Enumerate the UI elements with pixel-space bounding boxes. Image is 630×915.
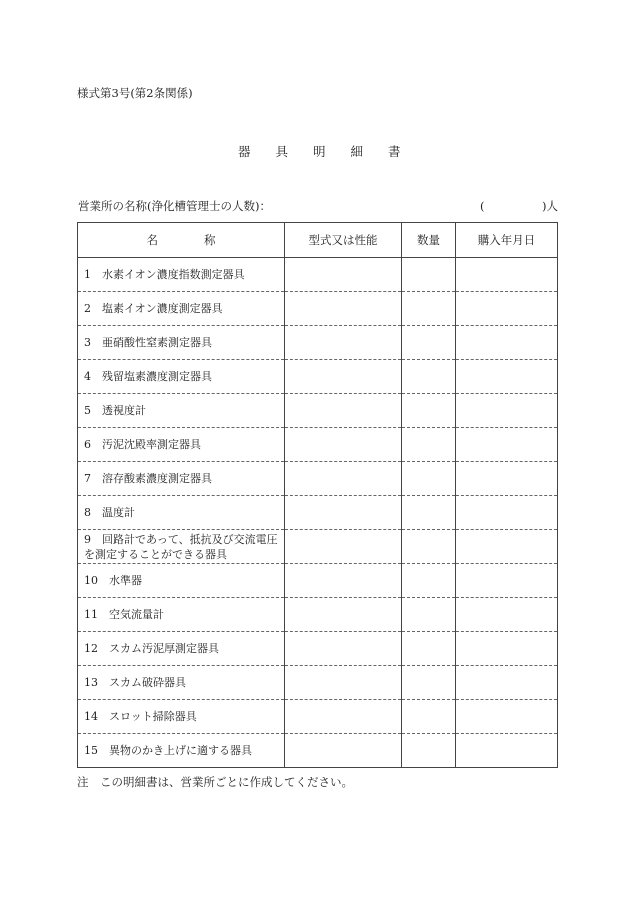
purchase-date-cell (456, 360, 558, 394)
model-cell (285, 598, 402, 632)
table-row (78, 734, 558, 768)
footnote: 注 この明細書は、営業所ごとに作成してください。 (77, 775, 353, 789)
equipment-name: 13 スカム破砕器具 (78, 666, 285, 700)
quantity-cell (402, 700, 456, 734)
equipment-name: 4 残留塩素濃度測定器具 (78, 360, 285, 394)
model-cell (285, 666, 402, 700)
quantity-cell (402, 734, 456, 768)
quantity-cell (402, 666, 456, 700)
table-row (78, 632, 558, 666)
equipment-name: 10 水準器 (78, 564, 285, 598)
office-name-label: 営業所の名称(浄化槽管理士の人数)： (78, 199, 271, 213)
model-cell (285, 734, 402, 768)
purchase-date-cell (456, 700, 558, 734)
quantity-cell (402, 632, 456, 666)
table-row (78, 360, 558, 394)
model-cell (285, 292, 402, 326)
equipment-name: 3 亜硝酸性窒素測定器具 (78, 326, 285, 360)
equipment-table (77, 222, 558, 768)
table-row (78, 258, 558, 292)
purchase-date-cell (456, 530, 558, 564)
equipment-name: 6 汚泥沈殿率測定器具 (78, 428, 285, 462)
purchase-date-cell (456, 428, 558, 462)
table-row (78, 564, 558, 598)
purchase-date-cell (456, 564, 558, 598)
equipment-name: 9 回路計であって、抵抗及び交流電圧を測定することができる器具 (78, 530, 285, 564)
quantity-cell (402, 258, 456, 292)
equipment-name: 7 溶存酸素濃度測定器具 (78, 462, 285, 496)
quantity-cell (402, 564, 456, 598)
table-header-row (78, 223, 558, 258)
purchase-date-cell (456, 598, 558, 632)
quantity-cell (402, 428, 456, 462)
purchase-date-cell (456, 326, 558, 360)
header-model: 型式又は性能 (285, 223, 402, 258)
document-title: 器 具 明 細 書 (238, 144, 401, 159)
table-row (78, 700, 558, 734)
equipment-name: 14 スロット掃除器具 (78, 700, 285, 734)
equipment-name: 15 異物のかき上げに適する器具 (78, 734, 285, 768)
table-row (78, 530, 558, 564)
table-row (78, 666, 558, 700)
table-row (78, 394, 558, 428)
equipment-name: 2 塩素イオン濃度測定器具 (78, 292, 285, 326)
form-number: 様式第3号(第2条関係) (77, 86, 193, 100)
purchase-date-cell (456, 462, 558, 496)
quantity-cell (402, 530, 456, 564)
quantity-cell (402, 360, 456, 394)
purchase-date-cell (456, 394, 558, 428)
purchase-date-cell (456, 666, 558, 700)
quantity-cell (402, 598, 456, 632)
equipment-name: 1 水素イオン濃度指数測定器具 (78, 258, 285, 292)
quantity-cell (402, 462, 456, 496)
table-row (78, 292, 558, 326)
quantity-cell (402, 326, 456, 360)
equipment-name: 5 透視度計 (78, 394, 285, 428)
model-cell (285, 394, 402, 428)
model-cell (285, 632, 402, 666)
model-cell (285, 428, 402, 462)
equipment-name: 8 温度計 (78, 496, 285, 530)
model-cell (285, 258, 402, 292)
model-cell (285, 496, 402, 530)
model-cell (285, 700, 402, 734)
quantity-cell (402, 496, 456, 530)
model-cell (285, 564, 402, 598)
purchase-date-cell (456, 258, 558, 292)
model-cell (285, 462, 402, 496)
equipment-name: 12 スカム汚泥厚測定器具 (78, 632, 285, 666)
quantity-cell (402, 394, 456, 428)
table-row (78, 598, 558, 632)
purchase-date-cell (456, 632, 558, 666)
header-quantity: 数量 (402, 223, 456, 258)
office-name-line (78, 198, 558, 214)
model-cell (285, 530, 402, 564)
model-cell (285, 326, 402, 360)
table-row (78, 496, 558, 530)
header-name: 名 称 (78, 223, 285, 258)
person-count-field: ( )人 (480, 199, 558, 213)
equipment-name: 11 空気流量計 (78, 598, 285, 632)
purchase-date-cell (456, 734, 558, 768)
table-row (78, 326, 558, 360)
header-purchase-date: 購入年月日 (456, 223, 558, 258)
table-row (78, 428, 558, 462)
model-cell (285, 360, 402, 394)
purchase-date-cell (456, 496, 558, 530)
table-row (78, 462, 558, 496)
quantity-cell (402, 292, 456, 326)
purchase-date-cell (456, 292, 558, 326)
